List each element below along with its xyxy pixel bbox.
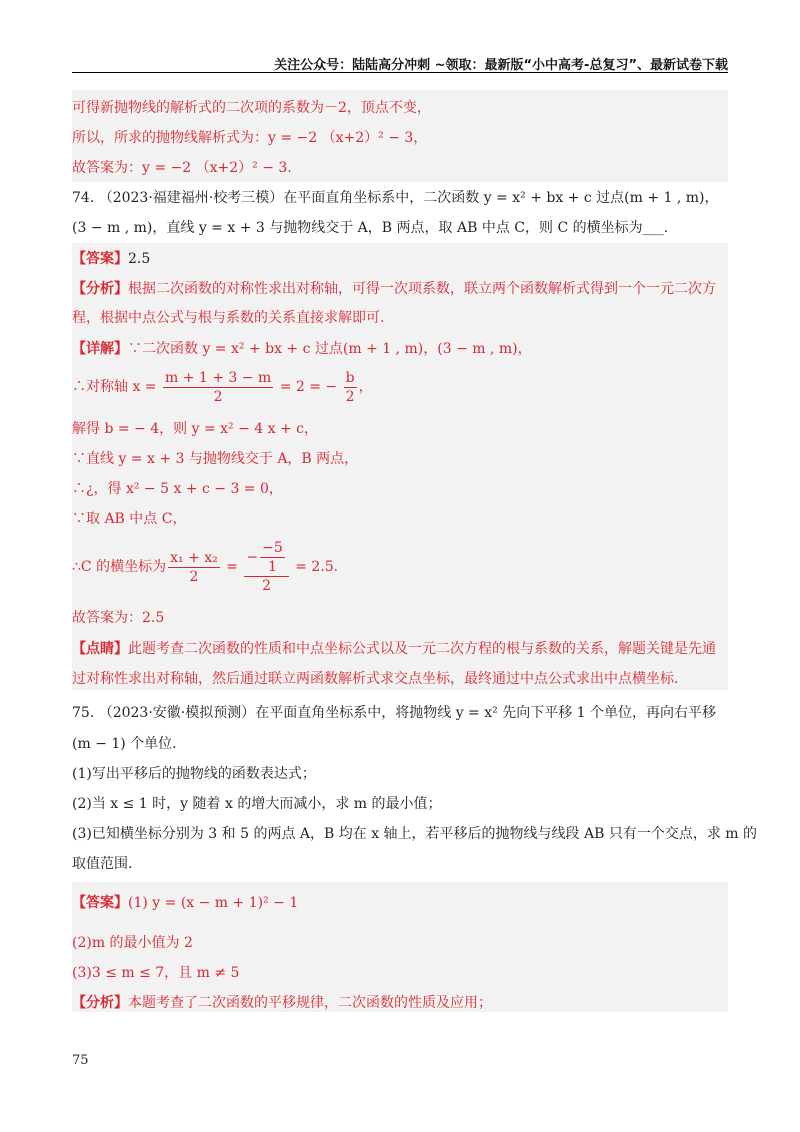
b-fraction bbox=[344, 369, 357, 406]
nested-fraction bbox=[244, 539, 288, 595]
q74-answer bbox=[72, 248, 728, 270]
midpoint-prefix: ∴C 的横坐标为 bbox=[72, 559, 167, 575]
detail-tag: 【详解】 bbox=[72, 341, 128, 357]
page-header: 关注公众号：陆陆高分冲刺 ~领取：最新版“小中高考-总复习”、最新试卷下载 bbox=[274, 58, 728, 73]
q75-sub-3-1: (3)已知横坐标分别为 3 和 5 的两点 A，B 均在 x 轴上，若平移后的抛物线与线段 AB 只有一个交点，求 m 的 bbox=[72, 826, 758, 842]
q74-final: 故答案为：2.5 bbox=[72, 610, 165, 626]
q75-analysis-tag: 【分析】 bbox=[72, 995, 128, 1011]
answer-value: 2.5 bbox=[128, 251, 151, 267]
q74-point-1 bbox=[72, 638, 728, 660]
q74-detail-2 bbox=[72, 364, 728, 410]
q75-answer-2: (2)m 的最小值为 2 bbox=[72, 935, 193, 951]
axis-prefix: ∴对称轴 x = bbox=[72, 379, 161, 395]
axis-fraction bbox=[163, 369, 273, 406]
q74-line-1: 74. （2023·福建福州·校考三模）在平面直角坐标系中，二次函数 y = x² + bx + c 过点(m + 1 , m)， bbox=[72, 190, 719, 206]
q75-answer-tag: 【答案】 bbox=[72, 895, 128, 911]
nested-fraction-num: − $\frac{-5}{1}$ bbox=[244, 539, 288, 577]
q74-detail-3: 解得 b = − 4，则 y = x² − 4 x + c， bbox=[72, 421, 318, 437]
q75-sub-2: (2)当 x ≤ 1 时，y 随着 x 的增大而减小，求 m 的最小值； bbox=[72, 796, 442, 812]
q75-answer-1 bbox=[72, 892, 728, 914]
q75-answer-3: (3)3 ≤ m ≤ 7，且 m ≠ 5 bbox=[72, 965, 240, 981]
q75-sub-3-2: 取值范围. bbox=[72, 856, 133, 872]
midpoint-mid: = bbox=[221, 559, 243, 575]
midpoint-fraction bbox=[168, 549, 220, 586]
midpoint-suffix: = 2.5. bbox=[290, 559, 339, 575]
q75-answer-text-1: (1) y = (x − m + 1)² − 1 bbox=[128, 895, 299, 911]
q75-line-2: (m − 1) 个单位. bbox=[72, 736, 177, 752]
point-text-1: 此题考查二次函数的性质和中点坐标公式以及一元二次方程的根与系数的关系，解题关键是先通 bbox=[128, 641, 716, 657]
detail-text-1: ∵二次函数 y = x² + bx + c 过点(m + 1 , m)，(3 − m , m)， bbox=[128, 341, 532, 357]
analysis-tag: 【分析】 bbox=[72, 281, 128, 297]
axis-mid: = 2 = − bbox=[275, 379, 342, 395]
q74-detail-5: ∴¿，得 x² − 5 x + c − 3 = 0， bbox=[72, 481, 283, 497]
analysis-text-1: 根据二次函数的对称性求出对称轴，可得一次项系数，联立两个函数解析式得到一个一元二次方 bbox=[128, 281, 716, 297]
page-number: 75 bbox=[72, 1053, 89, 1068]
answer-tag: 【答案】 bbox=[72, 251, 128, 267]
q74-line-2: (3 − m , m)，直线 y = x + 3 与抛物线交于 A，B 两点，取 AB 中点 C，则 C 的横坐标为___. bbox=[72, 220, 669, 236]
midpoint-fraction-den: 2 bbox=[189, 568, 199, 585]
b-fraction-den: 2 bbox=[345, 388, 355, 405]
inner-fraction-num: −5 bbox=[262, 540, 283, 556]
axis-fraction-num: m + 1 + 3 − m bbox=[164, 369, 272, 386]
axis-suffix: ， bbox=[358, 379, 373, 395]
inner-fraction bbox=[260, 539, 285, 576]
q74-detail-7 bbox=[72, 536, 728, 598]
prev-line-3: 故答案为：y = −2 （x+2）² − 3. bbox=[72, 160, 292, 176]
q75-analysis-1 bbox=[72, 992, 728, 1014]
b-fraction-num: b bbox=[345, 369, 355, 386]
q74-detail-4: ∵直线 y = x + 3 与抛物线交于 A，B 两点， bbox=[72, 451, 359, 467]
point-tag: 【点睛】 bbox=[72, 641, 128, 657]
q74-detail-6: ∵取 AB 中点 C， bbox=[72, 511, 187, 527]
prev-line-1: 可得新抛物线的解析式的二次项的系数为－2，顶点不变， bbox=[72, 100, 431, 116]
q74-point-2: 过对称性求出对称轴，然后通过联立两函数解析式求交点坐标，最终通过中点公式求出中点横坐标. bbox=[72, 671, 679, 687]
midpoint-fraction-num: x₁ + x₂ bbox=[170, 549, 218, 566]
q74-analysis-2: 程，根据中点公式与根与系数的关系直接求解即可. bbox=[72, 310, 385, 326]
axis-fraction-den: 2 bbox=[213, 388, 223, 405]
q75-analysis-text-1: 本题考查了二次函数的平移规律，二次函数的性质及应用； bbox=[128, 995, 492, 1011]
nested-fraction-den: 2 bbox=[262, 578, 272, 594]
prev-line-2: 所以，所求的抛物线解析式为：y = −2 （x+2）² − 3， bbox=[72, 130, 428, 146]
q74-detail-1 bbox=[72, 338, 728, 360]
q75-sub-1: (1)写出平移后的抛物线的函数表达式； bbox=[72, 766, 316, 782]
inner-fraction-den: 1 bbox=[267, 559, 277, 575]
q74-analysis-1 bbox=[72, 278, 728, 300]
q75-line-1: 75. （2023·安徽·模拟预测）在平面直角坐标系中，将抛物线 y = x² 先向下平移 1 个单位，再向右平移 bbox=[72, 705, 716, 721]
header-rule bbox=[72, 72, 728, 73]
